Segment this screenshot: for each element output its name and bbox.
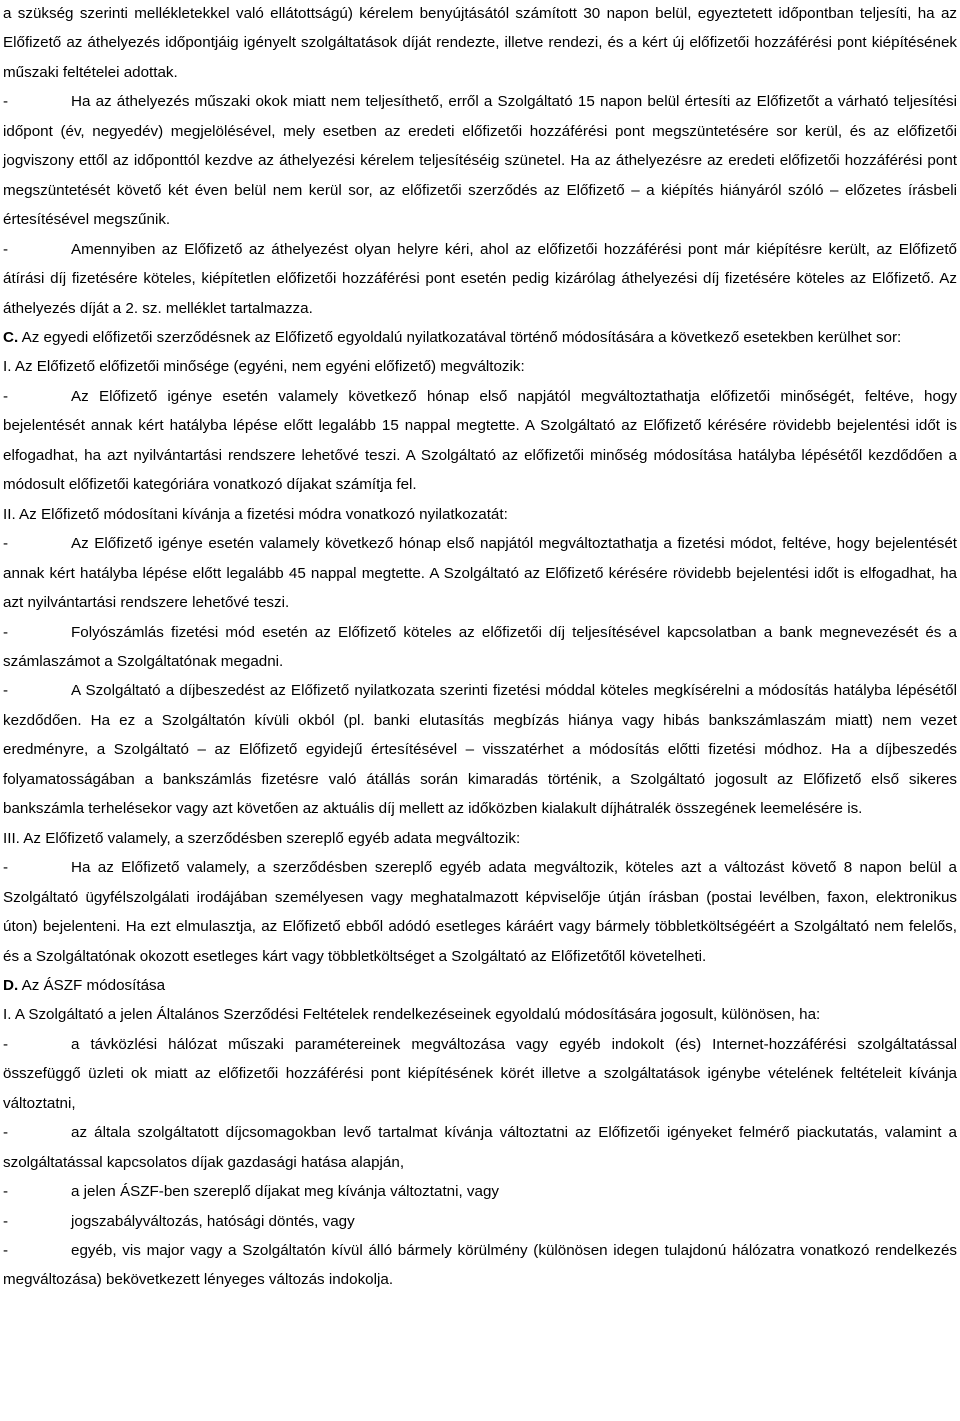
paragraph-text: Az egyedi előfizetői szerződésnek az Előfizető egyoldalú nyilatkozatával történő módosítására a következő esetekben kerülhet sor: (18, 328, 902, 346)
paragraph-text: jogszabályváltozás, hatósági döntés, vagy (71, 1212, 355, 1230)
paragraph-text: Folyószámlás fizetési mód esetén az Előfizető köteles az előfizetői díj teljesítésével kapcsolatban a bank megnevezését és a számlaszámot a Szolgáltatónak megadni. (3, 623, 957, 670)
paragraph-text: a szükség szerinti mellékletekkel való ellátottságú) kérelem benyújtásától számított 30 napon belül, egyeztetett időpontban teljesíti, ha az Előfizető az áthelyezés időpontjáig igényelt szolgáltatások díját rendezte, illetve rendezi, és a kért új előfizetői hozzáférési pont kiépítésének műszaki feltételei adottak. (3, 5, 957, 81)
paragraph-text: II. Az Előfizető módosítani kívánja a fizetési módra vonatkozó nyilatkozatát: (3, 505, 508, 523)
bullet-fee-collection (3, 676, 957, 823)
subsection-d-i (3, 1000, 957, 1029)
subsection-ii (3, 500, 957, 529)
paragraph-text: a távközlési hálózat műszaki paramétereinek megváltozása vagy egyéb indokolt (és) Internet-hozzáférési szolgáltatással összefüggő üzleti ok miatt az előfizetői hozzáférési pont kiépítésének körét illetve a szolgáltatások igénybe vételének feltételeit kívánja változtatni, (3, 1035, 957, 1112)
bullet-marker: - (3, 93, 9, 111)
section-c-heading (3, 323, 957, 352)
section-label: C. (3, 328, 19, 346)
paragraph-text: A Szolgáltató a díjbeszedést az Előfizető nyilatkozata szerinti fizetési móddal köteles megkísérelni a módosítás hatályba lépésétől kezdődően. Ha ez a Szolgáltatón kívüli okból (pl. banki elutasítás megbízás hiánya vagy hibás bankszámlaszám miatt) nem vezet eredményre, a Szolgáltató – az Előfizető egyidejű értesítésével – visszatérhet a módosítás előtti fizetési módhoz. Ha a díjbeszedés folyamatosságában a bankszámlás fizetésre való átállás során kimaradás történik, a Szolgáltató jogosult az Előfizető első sikeres bankszámla terhelésekor vagy azt követően az aktuális díj mellett az időközben kialakult díjhátralék összegének leemelésére is. (3, 682, 957, 818)
paragraph-text: egyéb, vis major vagy a Szolgáltatón kívül álló bármely körülmény (különösen idegen tulajdonú hálózatra vonatkozó rendelkezés megváltozása) bekövetkezett lényeges változás indokolja. (3, 1242, 957, 1289)
bullet-marker: - (3, 1183, 9, 1201)
paragraph-text: a jelen ÁSZF-ben szereplő díjakat meg kívánja változtatni, vagy (71, 1183, 500, 1201)
bullet-package-content (3, 1118, 957, 1177)
bullet-subscriber-status (3, 382, 957, 500)
bullet-vis-major (3, 1236, 957, 1295)
bullet-marker: - (3, 1212, 9, 1230)
bullet-relocation-fee (3, 235, 957, 323)
bullet-data-change (3, 853, 957, 971)
paragraph-text: Az Előfizető igénye esetén valamely következő hónap első napjától megváltoztathatja a fizetési módot, feltéve, hogy bejelentését annak kért hatályba lépése előtt legalább 45 nappal megtette. A Szolgáltató az Előfizető kérésére rövidebb bejelentési időt is elfogadhat, ha azt nyilvántartási rendszere lehetővé teszi. (3, 535, 957, 612)
paragraph-text: I. A Szolgáltató a jelen Általános Szerződési Feltételek rendelkezéseinek egyoldalú módosítására jogosult, különösen, ha: (3, 1006, 821, 1024)
bullet-marker: - (3, 682, 9, 700)
bullet-bank-account (3, 618, 957, 677)
bullet-relocation-technical (3, 87, 957, 234)
paragraph-text: az általa szolgáltatott díjcsomagokban levő tartalmat kívánja változtatni az Előfizetői igényeket felmérő piackutatás, valamint a szolgáltatással kapcsolatos díjak gazdasági hatása alapján, (3, 1124, 957, 1171)
paragraph-text: Az ÁSZF módosítása (18, 976, 166, 994)
bullet-network-parameters (3, 1030, 957, 1118)
paragraph-text: Ha az Előfizető valamely, a szerződésben szereplő egyéb adata megváltozik, köteles azt a változást követő 8 napon belül a Szolgáltató ügyfélszolgálati irodájában személyesen vagy meghatalmazott képviselője útján írásban (postai levélben, faxon, elektronikus úton) bejelenteni. Ha ezt elmulasztja, az Előfizető ebből adódó esetleges káráért vagy bármely többletköltségéért a Szolgáltató nem felelős, és a Szolgáltatónak okozott esetleges kárt vagy többletköltséget a Szolgáltató az Előfizetőtől követelheti. (3, 859, 957, 965)
paragraph-text: Amennyiben az Előfizető az áthelyezést olyan helyre kéri, ahol az előfizetői hozzáférési pont már kiépítésre került, az Előfizető átírási díj fizetésére köteles, kiépítetlen előfizetői hozzáférési pont esetén pedig kizárólag áthelyezési díj fizetésére köteles az Előfizető. Az áthelyezés díját a 2. sz. melléklet tartalmazza. (3, 240, 957, 317)
bullet-marker: - (3, 240, 9, 258)
paragraph-text: I. Az Előfizető előfizetői minősége (egyéni, nem egyéni előfizető) megváltozik: (3, 358, 525, 376)
bullet-marker: - (3, 1035, 9, 1053)
paragraph-text: III. Az Előfizető valamely, a szerződésben szereplő egyéb adata megváltozik: (3, 829, 521, 847)
bullet-fee-change (3, 1177, 957, 1206)
bullet-marker: - (3, 859, 9, 877)
bullet-marker: - (3, 1242, 9, 1260)
section-label: D. (3, 976, 19, 994)
bullet-marker: - (3, 1124, 9, 1142)
subsection-i (3, 352, 957, 381)
section-d-heading (3, 971, 957, 1000)
subsection-iii (3, 824, 957, 853)
paragraph-intro (3, 0, 957, 87)
paragraph-text: Az Előfizető igénye esetén valamely következő hónap első napjától megváltoztathatja előfizetői minőségét, feltéve, hogy bejelentését annak kért hatályba lépése előtt legalább 15 nappal megtette. A Szolgáltató az Előfizető kérésére rövidebb bejelentési időt is elfogadhat, ha azt nyilvántartási rendszere lehetővé teszi. A Szolgáltató az előfizetői minőség módosítása hatályba lépésétől kezdődően a módosult előfizetői kategóriára vonatkozó díjakat számítja fel. (3, 387, 957, 494)
bullet-marker: - (3, 623, 9, 641)
bullet-marker: - (3, 535, 9, 553)
bullet-legislation (3, 1207, 957, 1236)
bullet-payment-method (3, 529, 957, 617)
paragraph-text: Ha az áthelyezés műszaki okok miatt nem teljesíthető, erről a Szolgáltató 15 napon belül értesíti az Előfizetőt a várható teljesítési időpont (év, negyedév) megjelölésével, mely esetben az eredeti előfizetői hozzáférési pont megszüntetésére sor kerül, és az előfizetői jogviszony ettől az időponttól kezdve az áthelyezési kérelem teljesítéséig szünetel. Ha az áthelyezésre az eredeti előfizetői hozzáférési pont megszüntetését követő két éven belül nem kerül sor, az előfizetői szerződés az Előfizető – a kiépítés hiányáról szóló – előzetes írásbeli értesítésével megszűnik. (3, 93, 957, 229)
bullet-marker: - (3, 387, 9, 405)
document-body (3, 0, 957, 1295)
